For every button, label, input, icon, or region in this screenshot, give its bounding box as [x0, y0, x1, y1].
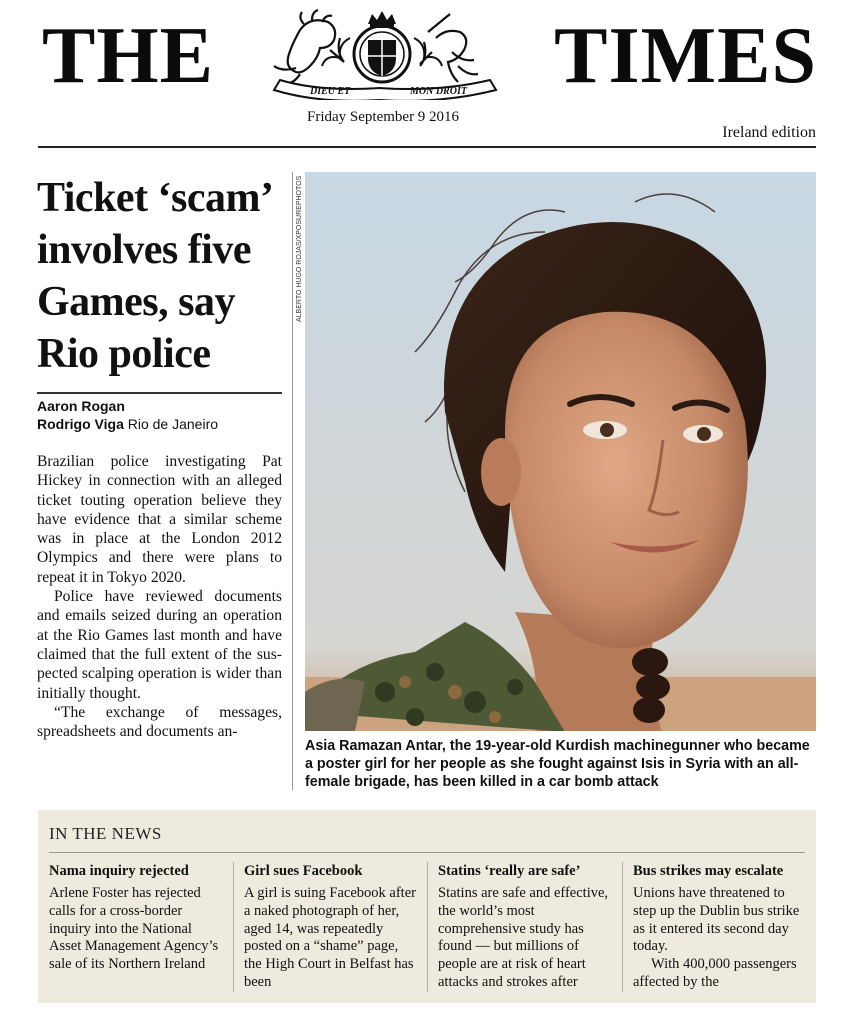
byline [37, 397, 218, 433]
masthead-times: TIMES [554, 12, 817, 100]
photo-caption: Asia Ramazan Antar, the 19-year-old Kurdish machinegunner who became a poster girl for her people as she fought against Isis in Syria with an all-female brigade, has been killed in a car bomb attack [305, 738, 810, 790]
author-location: Rio de Janeiro [127, 416, 219, 432]
news-item-paragraph: With 400,000 passengers affected by the [633, 956, 797, 990]
lead-headline[interactable]: Ticket ‘scam’ involves five Games, say Rio police [37, 175, 271, 377]
dateline: Friday September 9 2016 [307, 109, 460, 125]
news-item-body: Statins are safe and effective, the world’s most comprehensive study has found — but millions of people are at risk of heart attacks and strokes after [438, 885, 609, 990]
news-item-body [633, 885, 808, 992]
news-item-body: A girl is suing Facebook after a naked photograph of her, aged 14, was repeatedly posted on a “shame” page, the High Court in Belfast has been [244, 885, 416, 990]
edition-label: Ireland edition [722, 124, 816, 141]
story-paragraph: “The exchange of messages, spreadsheets and documents an- [37, 703, 282, 741]
news-divider [233, 862, 234, 992]
author-name: Rodrigo Viga [37, 416, 124, 432]
news-item-headline: Bus strikes may escalate [633, 863, 784, 879]
news-item-body: Arlene Foster has rejected calls for a cross-border inquiry into the National Asset Management Agency’s sale of its Northern Ireland [49, 885, 219, 973]
photo-credit: ALBERTO HUGO ROJAS/XPOSUREPHOTOS [296, 175, 303, 322]
in-the-news-rule [49, 852, 805, 853]
masthead [40, 8, 817, 100]
news-item-headline: Girl sues Facebook [244, 863, 363, 879]
news-item-nama[interactable] [49, 862, 224, 997]
in-the-news-panel [38, 810, 816, 1003]
lead-photo[interactable] [305, 172, 816, 731]
news-divider [622, 862, 623, 992]
masthead-the: THE [42, 12, 214, 100]
crest-motto-right: MON DROIT [410, 86, 467, 97]
byline-author-1 [37, 397, 218, 415]
news-item-paragraph: Unions have threatened to step up the Dublin bus strike as it entered its second day today. [633, 885, 800, 955]
news-item-headline: Nama inquiry rejected [49, 863, 189, 879]
news-item-facebook[interactable] [244, 862, 419, 997]
lead-story-body [37, 452, 282, 741]
column-divider [292, 172, 293, 790]
news-divider [427, 862, 428, 992]
masthead-rule [38, 146, 816, 148]
author-name: Aaron Rogan [37, 398, 125, 414]
byline-rule [37, 392, 282, 394]
story-paragraph: Brazilian police investigating Pat Hickey in connection with an alleged ticket touting operation believe they have evidence that a similar scheme was in place at the London 2012 Olympics and there were plans to repeat it in Tokyo 2020. [37, 453, 282, 586]
news-item-headline: Statins ‘really are safe’ [438, 863, 581, 879]
story-paragraph: Police have reviewed documents and emails seized during an operation at the Rio Games last month and have claimed that the full extent of the suspected scalping operation is wider than initially thought. [37, 588, 282, 702]
royal-coat-of-arms-icon [260, 8, 505, 100]
news-item-bus-strikes[interactable] [633, 862, 808, 997]
news-item-statins[interactable] [438, 862, 613, 997]
in-the-news-title: IN THE NEWS [49, 824, 162, 843]
crest-motto-left: DIEU ET [310, 86, 351, 97]
byline-author-2 [37, 415, 218, 433]
